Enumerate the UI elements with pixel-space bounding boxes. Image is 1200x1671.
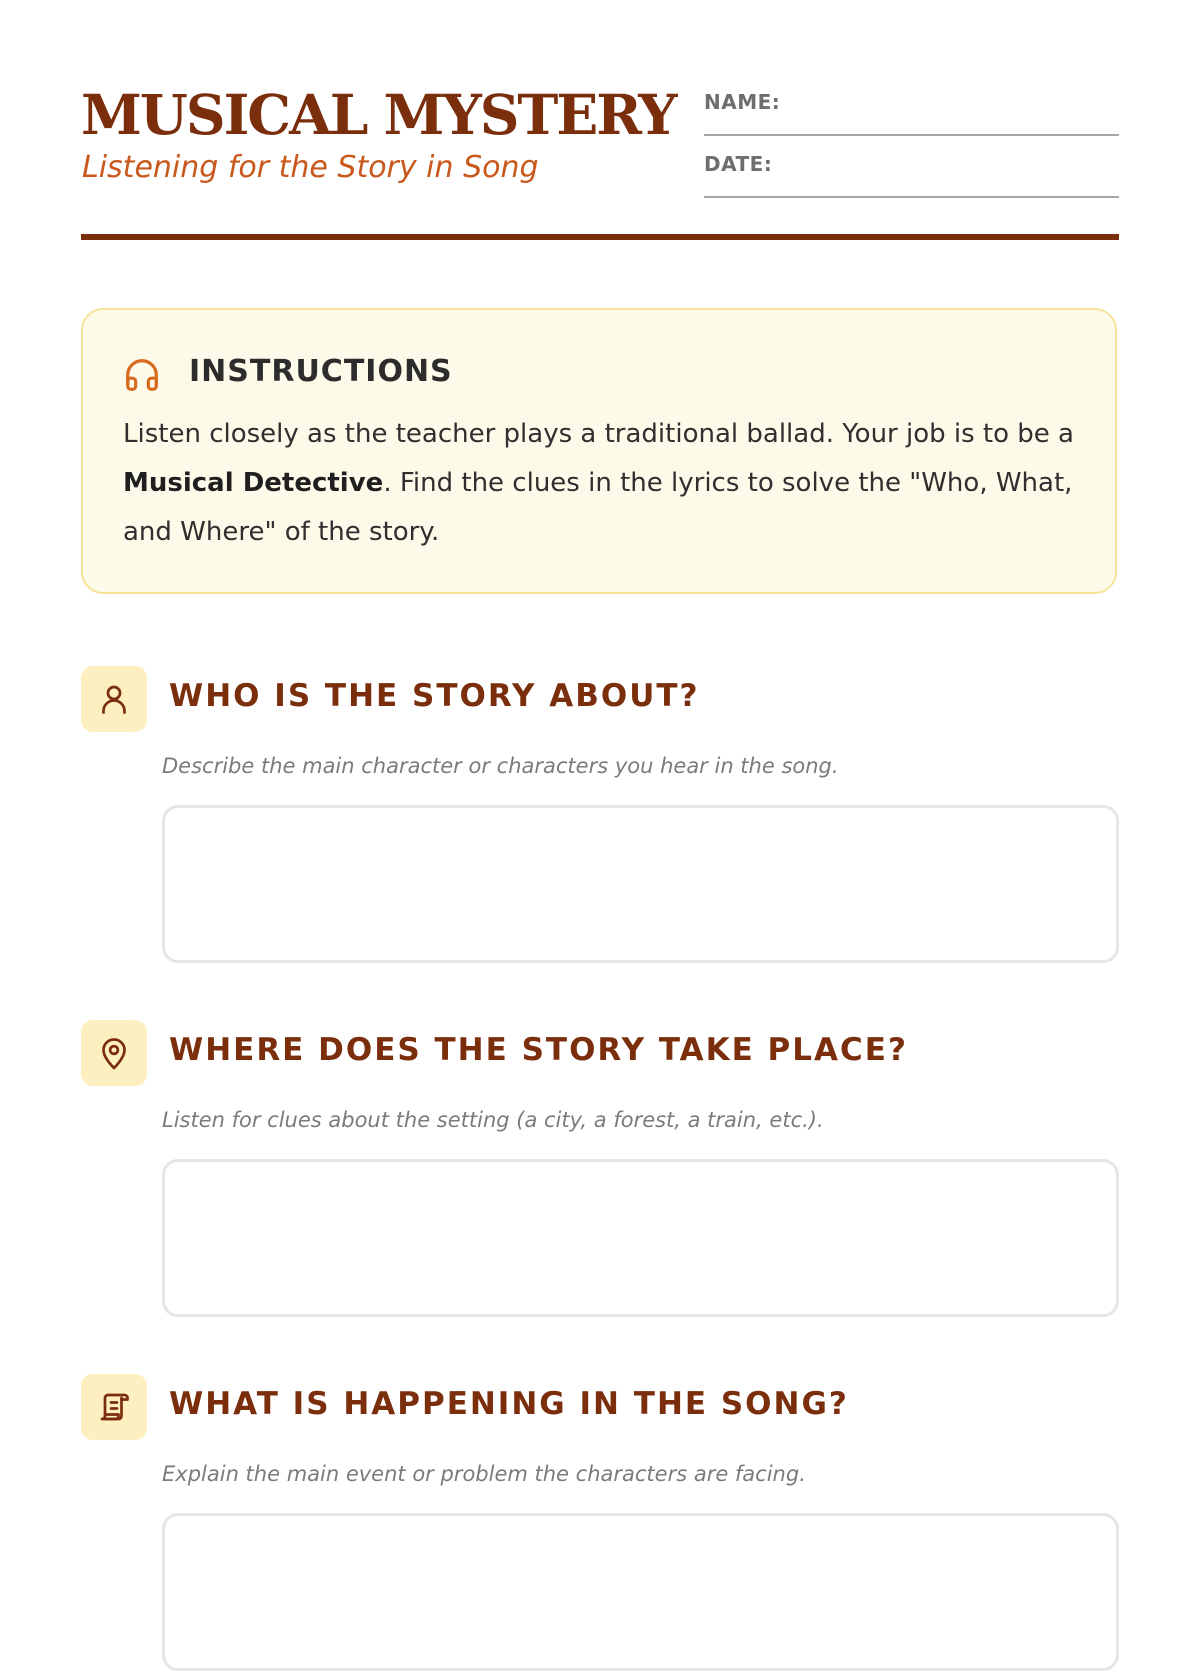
date-label: DATE: [704,152,773,176]
name-label: NAME: [704,90,781,114]
where-title: WHERE DOES THE STORY TAKE PLACE? [169,1032,908,1068]
instructions-text-bold: Musical Detective [123,468,384,498]
instructions-text [123,410,1083,557]
date-field[interactable] [704,148,1119,198]
who-answer-box[interactable] [162,805,1119,963]
page-subtitle: Listening for the Story in Song [82,150,539,185]
instructions-heading: INSTRUCTIONS [189,354,453,389]
what-hint: Explain the main event or problem the characters are facing. [162,1462,806,1486]
where-icon-tile [81,1020,147,1086]
what-answer-box[interactable] [162,1513,1119,1671]
where-answer-box[interactable] [162,1159,1119,1317]
headphones-icon [123,356,161,394]
who-title: WHO IS THE STORY ABOUT? [169,678,700,714]
worksheet-header [81,78,1119,240]
name-field[interactable] [704,86,1119,136]
what-title: WHAT IS HAPPENING IN THE SONG? [169,1386,849,1422]
what-icon-tile [81,1374,147,1440]
header-divider [81,234,1119,240]
map-pin-icon [96,1035,132,1071]
page-title: MUSICAL MYSTERY [81,82,676,147]
instructions-text-start: Listen closely as the teacher plays a traditional ballad. Your job is to be a [123,419,1074,449]
where-hint: Listen for clues about the setting (a city, a forest, a train, etc.). [162,1108,824,1132]
who-hint: Describe the main character or characters you hear in the song. [162,754,839,778]
who-icon-tile [81,666,147,732]
instructions-box [81,308,1117,594]
person-icon [96,681,132,717]
instructions-text-end: . Find the clues in the lyrics to solve the "Who, What, and Where" of the story. [123,468,1073,547]
scroll-icon [96,1389,132,1425]
